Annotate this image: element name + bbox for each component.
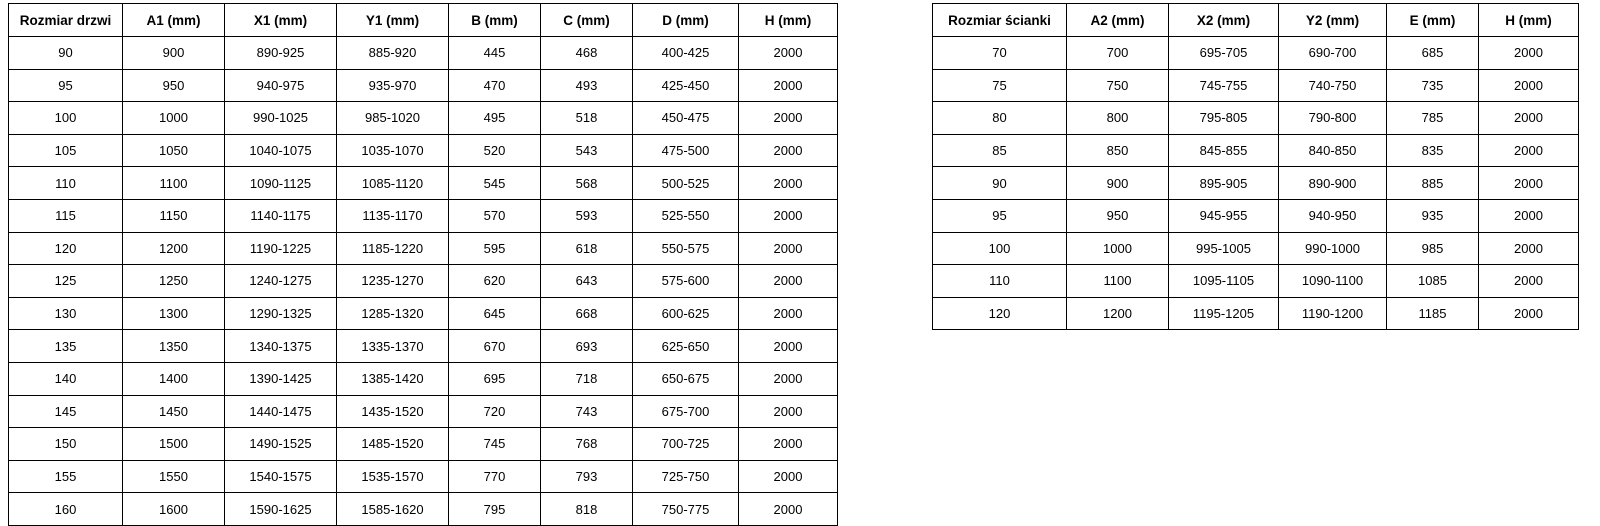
table-cell: 1035-1070 (337, 134, 449, 167)
table-cell: 1185 (1387, 297, 1479, 330)
table-cell: 1200 (1067, 297, 1169, 330)
column-header: H (mm) (1479, 4, 1579, 37)
column-header: A2 (mm) (1067, 4, 1169, 37)
table-cell: 75 (933, 69, 1067, 102)
table-cell: 790-800 (1279, 102, 1387, 135)
table-cell: 740-750 (1279, 69, 1387, 102)
table-cell: 2000 (1479, 69, 1579, 102)
table-cell: 945-955 (1169, 199, 1279, 232)
table-cell: 1085 (1387, 265, 1479, 298)
door-size-table (8, 3, 838, 526)
table-cell: 1440-1475 (225, 395, 337, 428)
table-cell: 2000 (739, 102, 838, 135)
table-row (933, 265, 1579, 298)
table-cell: 995-1005 (1169, 232, 1279, 265)
table-cell: 735 (1387, 69, 1479, 102)
table-cell: 518 (541, 102, 633, 135)
table-cell: 1285-1320 (337, 297, 449, 330)
table-cell: 400-425 (633, 37, 739, 70)
table-cell: 840-850 (1279, 134, 1387, 167)
table-cell: 1000 (1067, 232, 1169, 265)
table-cell: 1350 (123, 330, 225, 363)
table-row (9, 362, 838, 395)
table-cell: 545 (449, 167, 541, 200)
table-cell: 690-700 (1279, 37, 1387, 70)
table-cell: 1100 (123, 167, 225, 200)
table-row (933, 69, 1579, 102)
table-cell: 990-1000 (1279, 232, 1387, 265)
table-cell: 1535-1570 (337, 460, 449, 493)
table-cell: 950 (1067, 199, 1169, 232)
table-row (933, 297, 1579, 330)
table-cell: 1135-1170 (337, 199, 449, 232)
table-cell: 550-575 (633, 232, 739, 265)
table-cell: 818 (541, 493, 633, 526)
table-cell: 2000 (1479, 199, 1579, 232)
table-row (9, 493, 838, 526)
table-cell: 145 (9, 395, 123, 428)
table-cell: 620 (449, 265, 541, 298)
wall-size-table (932, 3, 1579, 330)
table-cell: 468 (541, 37, 633, 70)
table-cell: 2000 (1479, 232, 1579, 265)
table-row (9, 102, 838, 135)
table-cell: 95 (933, 199, 1067, 232)
table-cell: 1095-1105 (1169, 265, 1279, 298)
table-cell: 155 (9, 460, 123, 493)
table-cell: 985-1020 (337, 102, 449, 135)
table-cell: 900 (1067, 167, 1169, 200)
table-cell: 1585-1620 (337, 493, 449, 526)
table-row (933, 167, 1579, 200)
table-cell: 2000 (1479, 37, 1579, 70)
table-cell: 525-550 (633, 199, 739, 232)
table-cell: 670 (449, 330, 541, 363)
table-cell: 2000 (739, 134, 838, 167)
table-cell: 2000 (739, 493, 838, 526)
table-cell: 100 (933, 232, 1067, 265)
table-cell: 1540-1575 (225, 460, 337, 493)
table-cell: 2000 (1479, 134, 1579, 167)
table-cell: 890-925 (225, 37, 337, 70)
table-cell: 2000 (739, 362, 838, 395)
column-header: X1 (mm) (225, 4, 337, 37)
table-cell: 2000 (1479, 265, 1579, 298)
table-row (9, 330, 838, 363)
table-cell: 85 (933, 134, 1067, 167)
table-cell: 115 (9, 199, 123, 232)
table-header-row (9, 4, 838, 37)
table-cell: 1340-1375 (225, 330, 337, 363)
table-cell: 643 (541, 265, 633, 298)
table-row (9, 199, 838, 232)
table-cell: 2000 (739, 297, 838, 330)
table-cell: 1000 (123, 102, 225, 135)
table-cell: 1400 (123, 362, 225, 395)
column-header: E (mm) (1387, 4, 1479, 37)
table-cell: 1085-1120 (337, 167, 449, 200)
table-cell: 600-625 (633, 297, 739, 330)
table-row (9, 297, 838, 330)
table-cell: 1550 (123, 460, 225, 493)
table-cell: 795-805 (1169, 102, 1279, 135)
table-header-row (933, 4, 1579, 37)
table-cell: 885 (1387, 167, 1479, 200)
table-cell: 1385-1420 (337, 362, 449, 395)
table-cell: 1090-1125 (225, 167, 337, 200)
wall-table-body (933, 37, 1579, 330)
table-row (933, 199, 1579, 232)
table-row (933, 102, 1579, 135)
table-cell: 2000 (739, 395, 838, 428)
table-cell: 495 (449, 102, 541, 135)
table-cell: 695-705 (1169, 37, 1279, 70)
table-cell: 625-650 (633, 330, 739, 363)
table-row (9, 232, 838, 265)
table-cell: 80 (933, 102, 1067, 135)
table-cell: 700 (1067, 37, 1169, 70)
door-size-table-container (8, 3, 838, 526)
table-cell: 845-855 (1169, 134, 1279, 167)
table-cell: 575-600 (633, 265, 739, 298)
table-cell: 785 (1387, 102, 1479, 135)
table-cell: 100 (9, 102, 123, 135)
table-cell: 543 (541, 134, 633, 167)
table-cell: 520 (449, 134, 541, 167)
table-cell: 568 (541, 167, 633, 200)
table-cell: 493 (541, 69, 633, 102)
table-row (933, 232, 1579, 265)
table-cell: 470 (449, 69, 541, 102)
table-cell: 900 (123, 37, 225, 70)
table-cell: 1190-1225 (225, 232, 337, 265)
table-row (933, 37, 1579, 70)
table-cell: 645 (449, 297, 541, 330)
table-cell: 125 (9, 265, 123, 298)
table-cell: 425-450 (633, 69, 739, 102)
table-cell: 693 (541, 330, 633, 363)
table-cell: 770 (449, 460, 541, 493)
table-cell: 595 (449, 232, 541, 265)
table-cell: 450-475 (633, 102, 739, 135)
table-cell: 935-970 (337, 69, 449, 102)
column-header: D (mm) (633, 4, 739, 37)
column-header: Rozmiar drzwi (9, 4, 123, 37)
table-cell: 725-750 (633, 460, 739, 493)
table-cell: 110 (9, 167, 123, 200)
table-row (9, 134, 838, 167)
table-cell: 700-725 (633, 428, 739, 461)
table-cell: 885-920 (337, 37, 449, 70)
table-cell: 1090-1100 (1279, 265, 1387, 298)
table-cell: 500-525 (633, 167, 739, 200)
table-cell: 2000 (739, 265, 838, 298)
table-cell: 1140-1175 (225, 199, 337, 232)
table-cell: 745 (449, 428, 541, 461)
table-cell: 140 (9, 362, 123, 395)
table-row (9, 167, 838, 200)
table-cell: 685 (1387, 37, 1479, 70)
table-row (9, 460, 838, 493)
table-row (9, 265, 838, 298)
table-cell: 2000 (739, 167, 838, 200)
table-cell: 695 (449, 362, 541, 395)
table-cell: 1050 (123, 134, 225, 167)
table-cell: 1185-1220 (337, 232, 449, 265)
table-cell: 618 (541, 232, 633, 265)
column-header: C (mm) (541, 4, 633, 37)
table-cell: 1290-1325 (225, 297, 337, 330)
table-row (9, 428, 838, 461)
table-cell: 935 (1387, 199, 1479, 232)
table-cell: 95 (9, 69, 123, 102)
wall-size-table-container (932, 3, 1579, 330)
table-cell: 120 (933, 297, 1067, 330)
table-cell: 445 (449, 37, 541, 70)
column-header: Y2 (mm) (1279, 4, 1387, 37)
table-cell: 105 (9, 134, 123, 167)
wall-table-header (933, 4, 1579, 37)
column-header: Y1 (mm) (337, 4, 449, 37)
table-cell: 1335-1370 (337, 330, 449, 363)
table-cell: 950 (123, 69, 225, 102)
table-cell: 70 (933, 37, 1067, 70)
column-header: H (mm) (739, 4, 838, 37)
table-cell: 2000 (739, 199, 838, 232)
table-cell: 940-975 (225, 69, 337, 102)
table-cell: 90 (9, 37, 123, 70)
table-row (9, 37, 838, 70)
table-cell: 1450 (123, 395, 225, 428)
door-table-header (9, 4, 838, 37)
table-cell: 1100 (1067, 265, 1169, 298)
table-cell: 1250 (123, 265, 225, 298)
table-cell: 2000 (739, 37, 838, 70)
table-cell: 720 (449, 395, 541, 428)
table-row (9, 395, 838, 428)
table-cell: 750-775 (633, 493, 739, 526)
table-cell: 1600 (123, 493, 225, 526)
table-cell: 160 (9, 493, 123, 526)
table-cell: 795 (449, 493, 541, 526)
table-cell: 1490-1525 (225, 428, 337, 461)
table-cell: 718 (541, 362, 633, 395)
table-cell: 743 (541, 395, 633, 428)
table-cell: 2000 (1479, 297, 1579, 330)
table-cell: 745-755 (1169, 69, 1279, 102)
table-row (9, 69, 838, 102)
table-cell: 850 (1067, 134, 1169, 167)
table-cell: 120 (9, 232, 123, 265)
table-cell: 890-900 (1279, 167, 1387, 200)
table-cell: 675-700 (633, 395, 739, 428)
table-cell: 1240-1275 (225, 265, 337, 298)
column-header: A1 (mm) (123, 4, 225, 37)
table-cell: 1040-1075 (225, 134, 337, 167)
table-cell: 1235-1270 (337, 265, 449, 298)
table-cell: 1435-1520 (337, 395, 449, 428)
table-cell: 650-675 (633, 362, 739, 395)
table-cell: 1390-1425 (225, 362, 337, 395)
table-cell: 90 (933, 167, 1067, 200)
table-cell: 570 (449, 199, 541, 232)
table-cell: 2000 (739, 460, 838, 493)
table-cell: 593 (541, 199, 633, 232)
table-cell: 1500 (123, 428, 225, 461)
table-cell: 668 (541, 297, 633, 330)
table-cell: 750 (1067, 69, 1169, 102)
door-table-body (9, 37, 838, 526)
table-cell: 2000 (1479, 102, 1579, 135)
table-row (933, 134, 1579, 167)
table-cell: 135 (9, 330, 123, 363)
table-cell: 2000 (1479, 167, 1579, 200)
table-cell: 985 (1387, 232, 1479, 265)
table-cell: 1195-1205 (1169, 297, 1279, 330)
table-cell: 475-500 (633, 134, 739, 167)
table-cell: 990-1025 (225, 102, 337, 135)
table-cell: 2000 (739, 232, 838, 265)
table-cell: 150 (9, 428, 123, 461)
table-cell: 130 (9, 297, 123, 330)
column-header: X2 (mm) (1169, 4, 1279, 37)
table-cell: 1150 (123, 199, 225, 232)
table-cell: 895-905 (1169, 167, 1279, 200)
table-cell: 1300 (123, 297, 225, 330)
table-cell: 2000 (739, 428, 838, 461)
table-cell: 1485-1520 (337, 428, 449, 461)
table-cell: 1590-1625 (225, 493, 337, 526)
table-cell: 835 (1387, 134, 1479, 167)
column-header: B (mm) (449, 4, 541, 37)
table-cell: 2000 (739, 330, 838, 363)
table-cell: 110 (933, 265, 1067, 298)
table-cell: 940-950 (1279, 199, 1387, 232)
table-cell: 1200 (123, 232, 225, 265)
table-cell: 800 (1067, 102, 1169, 135)
table-cell: 793 (541, 460, 633, 493)
table-cell: 1190-1200 (1279, 297, 1387, 330)
table-cell: 2000 (739, 69, 838, 102)
column-header: Rozmiar ścianki (933, 4, 1067, 37)
table-cell: 768 (541, 428, 633, 461)
